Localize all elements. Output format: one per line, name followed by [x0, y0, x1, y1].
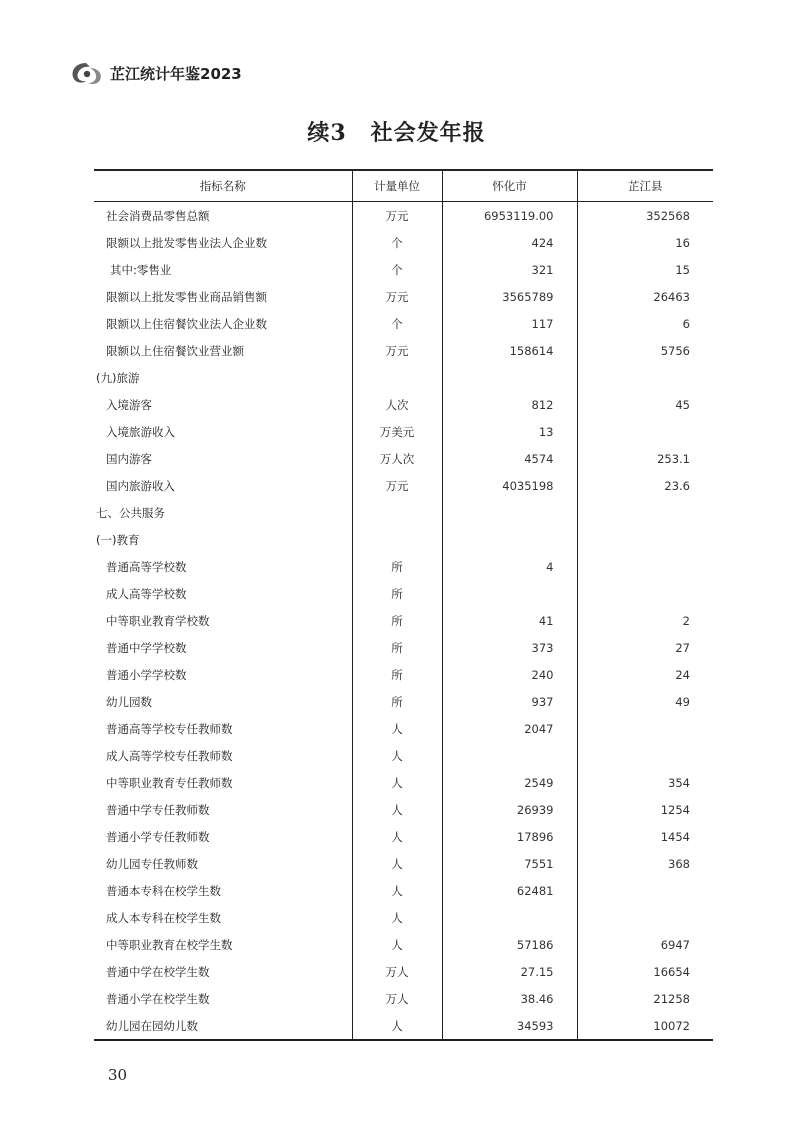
huaihua-value: 812	[442, 391, 577, 418]
title-text: 社会发年报	[370, 120, 486, 146]
indicator-name: 七、公共服务	[96, 505, 165, 520]
book-title: 芷江统计年鉴2023	[110, 64, 242, 83]
table-row	[94, 985, 713, 1012]
table-row	[94, 958, 713, 985]
zhijiang-value: 16	[577, 229, 713, 256]
unit: 人	[352, 823, 442, 850]
table-row	[94, 823, 713, 850]
huaihua-value: 424	[442, 229, 577, 256]
table-row	[94, 499, 713, 526]
huaihua-value: 13	[442, 418, 577, 445]
indicator-name: 成人本专科在校学生数	[106, 910, 221, 925]
huaihua-value	[442, 364, 577, 391]
zhijiang-value	[577, 580, 713, 607]
indicator-name: 限额以上住宿餐饮业营业额	[106, 343, 244, 358]
zhijiang-value: 1454	[577, 823, 713, 850]
indicator-name: 普通小学学校数	[106, 667, 187, 682]
statistics-table	[94, 169, 713, 1041]
zhijiang-value: 354	[577, 769, 713, 796]
unit	[352, 526, 442, 553]
huaihua-value: 937	[442, 688, 577, 715]
unit: 人次	[352, 391, 442, 418]
unit: 人	[352, 904, 442, 931]
column-header-indicator: 指标名称	[94, 170, 352, 202]
huaihua-value: 4	[442, 553, 577, 580]
zhijiang-value: 16654	[577, 958, 713, 985]
zhijiang-value	[577, 499, 713, 526]
unit: 人	[352, 742, 442, 769]
huaihua-value	[442, 742, 577, 769]
indicator-name: 中等职业教育在校学生数	[106, 937, 233, 952]
page-title	[0, 116, 793, 147]
zhijiang-value	[577, 364, 713, 391]
unit: 所	[352, 688, 442, 715]
indicator-name: 普通中学专任教师数	[106, 802, 210, 817]
table-row	[94, 364, 713, 391]
zhijiang-value: 27	[577, 634, 713, 661]
table-row	[94, 769, 713, 796]
huaihua-value: 240	[442, 661, 577, 688]
table-header-row	[94, 170, 713, 202]
huaihua-value: 158614	[442, 337, 577, 364]
huaihua-value: 373	[442, 634, 577, 661]
unit: 人	[352, 769, 442, 796]
zhijiang-value: 26463	[577, 283, 713, 310]
zhijiang-value	[577, 742, 713, 769]
indicator-name: 入境游客	[106, 397, 152, 412]
table-row	[94, 553, 713, 580]
unit: 万人次	[352, 445, 442, 472]
zhijiang-value: 23.6	[577, 472, 713, 499]
indicator-name: 限额以上住宿餐饮业法人企业数	[106, 316, 267, 331]
huaihua-value: 4574	[442, 445, 577, 472]
indicator-name: 限额以上批发零售业法人企业数	[106, 235, 267, 250]
zhijiang-value: 1254	[577, 796, 713, 823]
indicator-name: 幼儿园专任教师数	[106, 856, 198, 871]
huaihua-value: 38.46	[442, 985, 577, 1012]
unit	[352, 364, 442, 391]
zhijiang-value: 2	[577, 607, 713, 634]
huaihua-value: 41	[442, 607, 577, 634]
zhijiang-value	[577, 877, 713, 904]
huaihua-value: 4035198	[442, 472, 577, 499]
indicator-name: 中等职业教育专任教师数	[106, 775, 233, 790]
huaihua-value: 34593	[442, 1012, 577, 1040]
column-header-huaihua: 怀化市	[442, 170, 577, 202]
huaihua-value: 321	[442, 256, 577, 283]
table-row	[94, 202, 713, 230]
indicator-name: 成人高等学校专任教师数	[106, 748, 233, 763]
unit: 所	[352, 580, 442, 607]
unit: 人	[352, 715, 442, 742]
table-row	[94, 931, 713, 958]
table-row	[94, 310, 713, 337]
zhijiang-value: 352568	[577, 202, 713, 230]
table-row	[94, 526, 713, 553]
unit: 所	[352, 661, 442, 688]
indicator-name: 国内游客	[106, 451, 152, 466]
table-row	[94, 877, 713, 904]
table-row	[94, 337, 713, 364]
indicator-name: 普通小学专任教师数	[106, 829, 210, 844]
indicator-name: 其中:零售业	[110, 262, 172, 277]
indicator-name: 社会消费品零售总额	[106, 208, 210, 223]
huaihua-value: 3565789	[442, 283, 577, 310]
table-row	[94, 661, 713, 688]
zhijiang-value: 10072	[577, 1012, 713, 1040]
huaihua-value: 2047	[442, 715, 577, 742]
huaihua-value	[442, 904, 577, 931]
zhijiang-value: 49	[577, 688, 713, 715]
zhijiang-value	[577, 526, 713, 553]
indicator-name: 普通高等学校专任教师数	[106, 721, 233, 736]
table-row	[94, 904, 713, 931]
huaihua-value: 27.15	[442, 958, 577, 985]
table-row	[94, 256, 713, 283]
zhijiang-value	[577, 553, 713, 580]
table-row	[94, 472, 713, 499]
huaihua-value: 6953119.00	[442, 202, 577, 230]
unit: 个	[352, 310, 442, 337]
table-row	[94, 283, 713, 310]
column-header-zhijiang: 芷江县	[577, 170, 713, 202]
table-row	[94, 688, 713, 715]
zhijiang-value: 45	[577, 391, 713, 418]
huaihua-value: 7551	[442, 850, 577, 877]
indicator-name: 幼儿园在园幼儿数	[94, 1012, 352, 1040]
zhijiang-value	[577, 904, 713, 931]
indicator-name: 普通高等学校数	[106, 559, 187, 574]
indicator-name: (一)教育	[96, 532, 140, 547]
page-header	[70, 60, 242, 86]
table-row	[94, 715, 713, 742]
indicator-name: 普通小学在校学生数	[106, 991, 210, 1006]
unit: 万元	[352, 283, 442, 310]
indicator-name: 普通中学学校数	[106, 640, 187, 655]
zhijiang-value: 15	[577, 256, 713, 283]
title-prefix: 续3	[307, 120, 347, 146]
huaihua-value	[442, 499, 577, 526]
table-row	[94, 418, 713, 445]
table-row	[94, 445, 713, 472]
zhijiang-value: 368	[577, 850, 713, 877]
table-row	[94, 229, 713, 256]
huaihua-value: 17896	[442, 823, 577, 850]
zhijiang-value: 5756	[577, 337, 713, 364]
unit: 所	[352, 607, 442, 634]
table-row	[94, 796, 713, 823]
huaihua-value: 117	[442, 310, 577, 337]
huaihua-value: 26939	[442, 796, 577, 823]
unit: 万元	[352, 202, 442, 230]
huaihua-value: 2549	[442, 769, 577, 796]
zhijiang-value: 253.1	[577, 445, 713, 472]
unit: 万元	[352, 337, 442, 364]
unit: 所	[352, 553, 442, 580]
indicator-name: (九)旅游	[96, 370, 140, 385]
huaihua-value	[442, 580, 577, 607]
unit: 个	[352, 229, 442, 256]
unit: 人	[352, 1012, 442, 1040]
unit: 所	[352, 634, 442, 661]
unit: 人	[352, 877, 442, 904]
zhijiang-value: 24	[577, 661, 713, 688]
table-row	[94, 634, 713, 661]
indicator-name: 入境旅游收入	[106, 424, 175, 439]
huaihua-value	[442, 526, 577, 553]
unit: 万美元	[352, 418, 442, 445]
indicator-name: 国内旅游收入	[106, 478, 175, 493]
table-row	[94, 607, 713, 634]
zhijiang-value	[577, 715, 713, 742]
zhijiang-value: 6	[577, 310, 713, 337]
unit: 人	[352, 796, 442, 823]
unit: 个	[352, 256, 442, 283]
page-number: 30	[108, 1066, 128, 1084]
indicator-name: 限额以上批发零售业商品销售额	[106, 289, 267, 304]
table-row	[94, 850, 713, 877]
table-row	[94, 580, 713, 607]
table-row	[94, 1012, 713, 1040]
unit: 万人	[352, 958, 442, 985]
indicator-name: 中等职业教育学校数	[106, 613, 210, 628]
huaihua-value: 57186	[442, 931, 577, 958]
indicator-name: 普通中学在校学生数	[106, 964, 210, 979]
unit: 万人	[352, 985, 442, 1012]
indicator-name: 幼儿园数	[106, 694, 152, 709]
table-row	[94, 742, 713, 769]
zhijiang-value: 21258	[577, 985, 713, 1012]
table-row	[94, 391, 713, 418]
zhijiang-value	[577, 418, 713, 445]
indicator-name: 普通本专科在校学生数	[106, 883, 221, 898]
unit	[352, 499, 442, 526]
zhijiang-value: 6947	[577, 931, 713, 958]
column-header-unit: 计量单位	[352, 170, 442, 202]
huaihua-value: 62481	[442, 877, 577, 904]
unit: 万元	[352, 472, 442, 499]
unit: 人	[352, 931, 442, 958]
yearbook-logo-icon	[70, 60, 104, 86]
indicator-name: 成人高等学校数	[106, 586, 187, 601]
unit: 人	[352, 850, 442, 877]
